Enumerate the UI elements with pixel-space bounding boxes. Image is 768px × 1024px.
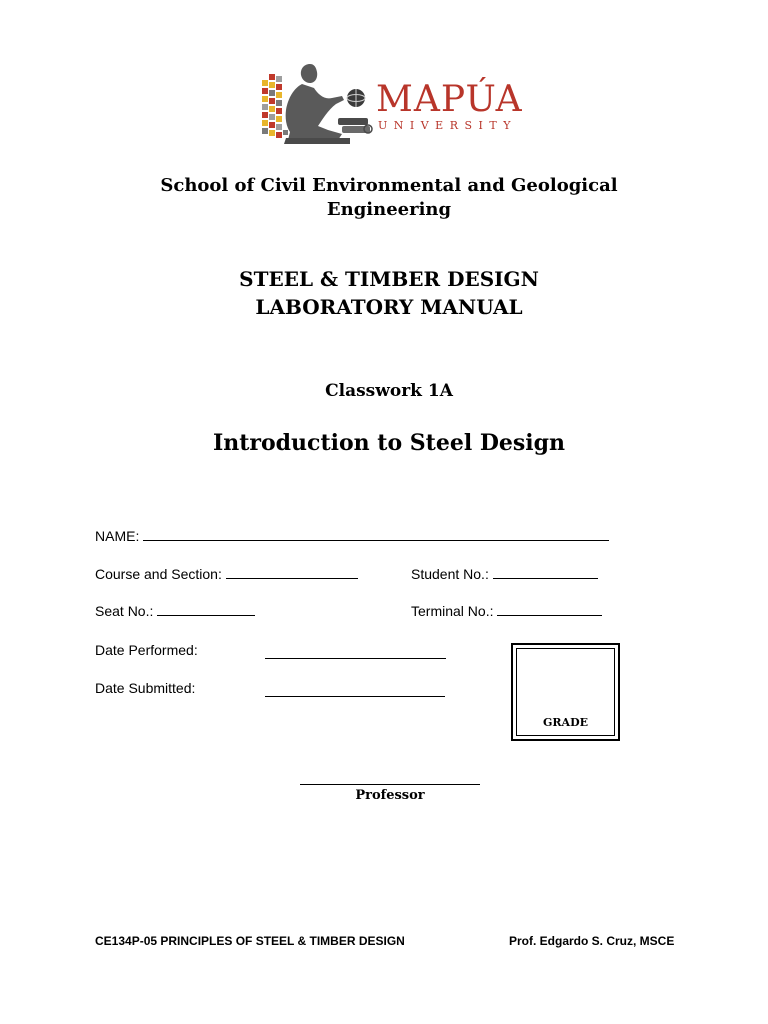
university-logo (258, 60, 538, 150)
course-field (95, 565, 358, 582)
seat-label: Seat No.: (95, 603, 154, 619)
topic-title: Introduction to Steel Design (212, 430, 566, 456)
title-line-2: LABORATORY MANUAL (255, 295, 523, 319)
student-label: Student No.: (411, 566, 489, 582)
student-field (411, 565, 598, 582)
name-field (95, 527, 609, 544)
classwork-label: Classwork 1A (325, 381, 453, 401)
submitted-label: Date Submitted: (95, 680, 196, 696)
seated-figure-globe-icon (258, 60, 376, 150)
school-line-1: School of Civil Environmental and Geological (160, 175, 618, 196)
grade-box[interactable] (511, 643, 620, 741)
performed-label: Date Performed: (95, 642, 198, 658)
footer-instructor: Prof. Edgardo S. Cruz, MSCE (509, 934, 675, 948)
performed-line[interactable] (265, 658, 446, 659)
terminal-field (411, 602, 602, 619)
professor-label: Professor (355, 788, 425, 803)
name-line[interactable] (143, 527, 609, 541)
terminal-line[interactable] (497, 602, 602, 616)
seat-line[interactable] (157, 602, 255, 616)
submitted-line[interactable] (265, 696, 445, 697)
student-line[interactable] (493, 565, 598, 579)
school-line-2: Engineering (326, 199, 452, 220)
seat-field (95, 602, 255, 619)
terminal-label: Terminal No.: (411, 603, 494, 619)
manual-title (0, 265, 768, 321)
name-label: NAME: (95, 528, 140, 544)
title-line-1: STEEL & TIMBER DESIGN (239, 267, 539, 291)
brand-name: MAPÚA (376, 79, 523, 120)
professor-signature-line[interactable] (300, 784, 480, 785)
brand-subtitle: UNIVERSITY (378, 119, 517, 132)
footer-course: CE134P-05 PRINCIPLES OF STEEL & TIMBER DESIGN (95, 934, 405, 948)
grade-label: GRADE (543, 716, 588, 729)
course-label: Course and Section: (95, 566, 222, 582)
course-line[interactable] (226, 565, 358, 579)
school-name (0, 174, 768, 222)
